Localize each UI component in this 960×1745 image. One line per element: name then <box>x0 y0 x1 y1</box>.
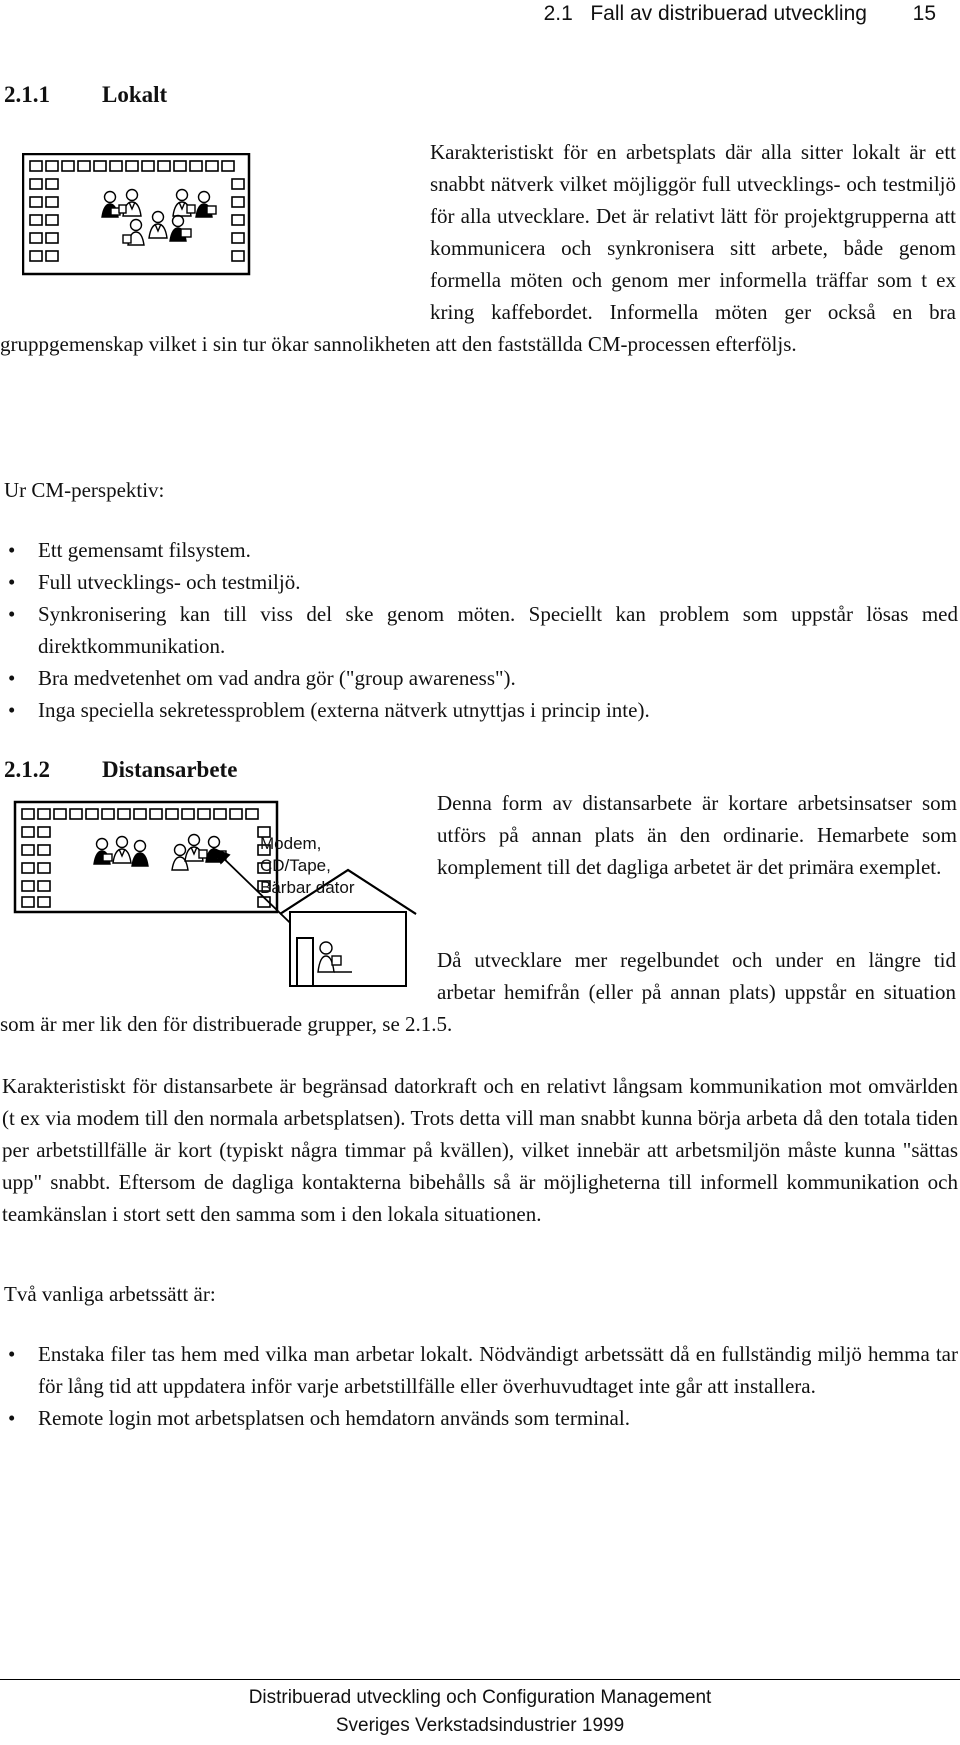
footer-line: Distribuerad utveckling och Configuration Management <box>248 1687 712 1708</box>
list-item: • Remote login mot arbetsplatsen och hemdatorn används som terminal. <box>2 1402 958 1434</box>
running-header <box>544 2 936 26</box>
ways-list <box>2 1338 958 1434</box>
list-item: • Synkronisering kan till viss del ske genom möten. Speciellt kan problem som uppstår lösas med direktkommunikation. <box>2 598 958 662</box>
section-title: Distansarbete <box>102 757 238 782</box>
remote-intro: Denna form av distansarbete är kortare arbetsinsatser som utförs på annan plats än den ordinarie. Hemarbete som komplement till det dagliga arbetet är det primära exemplet. <box>437 791 957 879</box>
local-bullet-list <box>2 534 958 726</box>
medium-label-line: CD/Tape, <box>260 856 331 875</box>
section-title: Lokalt <box>102 82 168 107</box>
medium-label-line: Modem, <box>260 834 322 853</box>
footer-line: Sveriges Verkstadsindustrier 1999 <box>335 1715 625 1736</box>
perspective-label: Ur CM-perspektiv: <box>4 478 165 502</box>
header-title: Fall av distribuerad utveckling <box>590 2 867 25</box>
list-item: • Enstaka filer tas hem med vilka man arbetar lokalt. Nödvändigt arbetssätt då en fullständig miljö hemma tar för lång tid att uppdatera inför varje arbetstillfälle eller överhuvudtaget inte går att installera. <box>2 1338 958 1402</box>
ways-label: Två vanliga arbetssätt är: <box>4 1282 216 1306</box>
footer-rule <box>0 1679 960 1680</box>
list-item: • Ett gemensamt filsystem. <box>2 534 958 566</box>
remote-para2-text: Då utvecklare mer regelbundet och under en längre tid arbetar hemifrån (eller på annan plats) uppstår en situation som är mer lik den för distribuerade grupper, se 2.1.5. <box>0 944 956 1040</box>
remote-para2 <box>0 944 960 1040</box>
section-number: 2.1.1 <box>4 82 50 107</box>
footer <box>0 1684 960 1740</box>
remote-para3: Karakteristiskt för distansarbete är begränsad datorkraft och en relativt långsam kommunikation mot omvärlden (t ex via modem till den normala arbetsplatsen). Trots detta vill man snabbt kunna börja arbeta då den totala tiden per arbetstillfälle är kort (typiskt några timmar på kvällen), vilket innebär att arbetsmiljön måste kunna "sättas upp" snabbt. Eftersom de dagliga kontakterna bibehålls så är möjligheterna till informell kommunikation och teamkänslan i stort sett den samma som i den lokala situationen. <box>2 1074 958 1226</box>
header-section: 2.1 <box>543 2 573 25</box>
local-intro-text: Karakteristiskt för en arbetsplats där alla sitter lokalt är ett snabbt nätverk vilket möjliggör full utvecklings- och testmiljö för alla utvecklare. Det är relativt lätt för projektgrupperna att kommunicera och synkronisera sitt arbete, både genom formella möten och genom mer informella träffar som t ex kring kaffebordet. Informella möten ger också en bra gruppgemenskap vilket i sin tur ökar sannolikheten att den fastställda CM-processen efterföljs. <box>0 136 956 360</box>
list-item: • Bra medvetenhet om vad andra gör ("group awareness"). <box>2 662 958 694</box>
list-item: • Inga speciella sekretessproblem (externa nätverk utnyttjas i princip inte). <box>2 694 958 726</box>
section-number: 2.1.2 <box>4 757 50 782</box>
figure-spacer <box>0 944 437 1008</box>
section-heading-remote <box>4 757 237 783</box>
figure-spacer <box>0 136 430 328</box>
page-number: 15 <box>912 2 936 25</box>
section-heading-local <box>4 82 167 108</box>
local-intro <box>0 136 960 424</box>
list-item: • Full utvecklings- och testmiljö. <box>2 566 958 598</box>
medium-label-line: Bärbar dator <box>260 878 355 897</box>
medium-label <box>260 834 355 897</box>
